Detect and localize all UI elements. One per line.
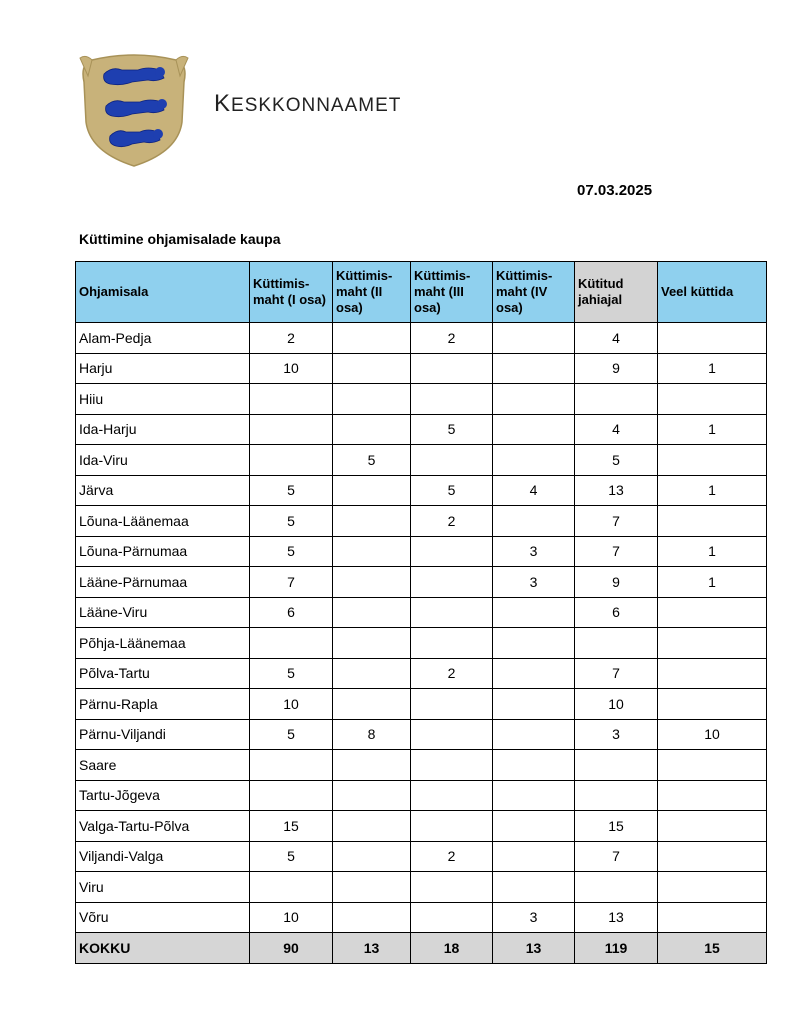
value-cell: [493, 323, 575, 354]
value-cell: [493, 750, 575, 781]
value-cell: 4: [575, 414, 658, 445]
value-cell: [575, 628, 658, 659]
area-name-cell: Viljandi-Valga: [76, 841, 250, 872]
value-cell: [658, 872, 767, 903]
table-row: [76, 750, 767, 781]
table-row: [76, 811, 767, 842]
table-row: [76, 384, 767, 415]
value-cell: 10: [658, 719, 767, 750]
value-cell: [333, 811, 411, 842]
value-cell: [411, 536, 493, 567]
area-name-cell: Põlva-Tartu: [76, 658, 250, 689]
table-row: [76, 536, 767, 567]
org-name-rest: ESKKONNAAMET: [231, 95, 402, 116]
total-value-cell: 13: [333, 933, 411, 964]
value-cell: 5: [411, 475, 493, 506]
value-cell: 1: [658, 567, 767, 598]
value-cell: 7: [575, 658, 658, 689]
value-cell: [333, 750, 411, 781]
table-row: [76, 353, 767, 384]
value-cell: 5: [250, 841, 333, 872]
area-name-cell: Harju: [76, 353, 250, 384]
value-cell: [250, 780, 333, 811]
value-cell: 5: [411, 414, 493, 445]
table-row: [76, 475, 767, 506]
value-cell: 10: [575, 689, 658, 720]
value-cell: [493, 628, 575, 659]
value-cell: 7: [575, 841, 658, 872]
value-cell: [411, 628, 493, 659]
value-cell: [333, 658, 411, 689]
value-cell: 15: [575, 811, 658, 842]
column-header: Veel küttida: [658, 262, 767, 323]
value-cell: [333, 872, 411, 903]
value-cell: [333, 506, 411, 537]
value-cell: [411, 567, 493, 598]
value-cell: [493, 445, 575, 476]
value-cell: [658, 902, 767, 933]
value-cell: [411, 750, 493, 781]
value-cell: [658, 506, 767, 537]
area-name-cell: Pärnu-Rapla: [76, 689, 250, 720]
value-cell: 2: [411, 506, 493, 537]
area-name-cell: Saare: [76, 750, 250, 781]
value-cell: [493, 780, 575, 811]
value-cell: [493, 719, 575, 750]
section-title: Küttimine ohjamisalade kaupa: [79, 231, 281, 247]
value-cell: [250, 384, 333, 415]
value-cell: 5: [333, 445, 411, 476]
value-cell: 1: [658, 475, 767, 506]
value-cell: 2: [250, 323, 333, 354]
value-cell: 7: [575, 506, 658, 537]
value-cell: [411, 353, 493, 384]
value-cell: 8: [333, 719, 411, 750]
value-cell: 5: [250, 658, 333, 689]
value-cell: [250, 445, 333, 476]
value-cell: [333, 384, 411, 415]
total-label-cell: KOKKU: [76, 933, 250, 964]
value-cell: [333, 567, 411, 598]
area-name-cell: Tartu-Jõgeva: [76, 780, 250, 811]
value-cell: 3: [493, 536, 575, 567]
value-cell: [250, 414, 333, 445]
value-cell: 1: [658, 536, 767, 567]
value-cell: [333, 536, 411, 567]
organization-name: [214, 90, 401, 118]
value-cell: 10: [250, 689, 333, 720]
value-cell: [493, 689, 575, 720]
table-row: [76, 414, 767, 445]
area-name-cell: Alam-Pedja: [76, 323, 250, 354]
column-header: Küttimis-maht (I osa): [250, 262, 333, 323]
table-row: [76, 628, 767, 659]
value-cell: [658, 811, 767, 842]
value-cell: 7: [250, 567, 333, 598]
value-cell: [333, 689, 411, 720]
value-cell: 3: [493, 902, 575, 933]
column-header: Küttimis-maht (II osa): [333, 262, 411, 323]
value-cell: [493, 506, 575, 537]
value-cell: 9: [575, 353, 658, 384]
area-name-cell: Pärnu-Viljandi: [76, 719, 250, 750]
value-cell: [250, 628, 333, 659]
value-cell: 2: [411, 658, 493, 689]
value-cell: [411, 811, 493, 842]
value-cell: [493, 414, 575, 445]
value-cell: 13: [575, 902, 658, 933]
value-cell: [411, 780, 493, 811]
total-value-cell: 18: [411, 933, 493, 964]
area-name-cell: Lõuna-Läänemaa: [76, 506, 250, 537]
value-cell: [658, 323, 767, 354]
value-cell: [493, 353, 575, 384]
value-cell: 15: [250, 811, 333, 842]
value-cell: 3: [575, 719, 658, 750]
area-name-cell: Lõuna-Pärnumaa: [76, 536, 250, 567]
value-cell: [658, 597, 767, 628]
column-header: Ohjamisala: [76, 262, 250, 323]
area-name-cell: Hiiu: [76, 384, 250, 415]
value-cell: [658, 384, 767, 415]
value-cell: [333, 628, 411, 659]
value-cell: 7: [575, 536, 658, 567]
area-name-cell: Põhja-Läänemaa: [76, 628, 250, 659]
value-cell: [658, 780, 767, 811]
area-name-cell: Ida-Harju: [76, 414, 250, 445]
value-cell: [333, 597, 411, 628]
total-value-cell: 119: [575, 933, 658, 964]
value-cell: 10: [250, 353, 333, 384]
value-cell: [575, 872, 658, 903]
value-cell: 5: [250, 536, 333, 567]
org-name-initial: K: [214, 90, 232, 117]
value-cell: [333, 353, 411, 384]
table-row: [76, 872, 767, 903]
value-cell: 5: [250, 475, 333, 506]
estonian-coat-of-arms-logo: [78, 52, 190, 168]
value-cell: [411, 872, 493, 903]
area-name-cell: Valga-Tartu-Põlva: [76, 811, 250, 842]
table-row: [76, 597, 767, 628]
area-name-cell: Ida-Viru: [76, 445, 250, 476]
table-row: [76, 689, 767, 720]
value-cell: [658, 628, 767, 659]
table-row: [76, 902, 767, 933]
value-cell: 4: [493, 475, 575, 506]
column-header: Küttimis-maht (III osa): [411, 262, 493, 323]
value-cell: [333, 780, 411, 811]
value-cell: 2: [411, 841, 493, 872]
value-cell: [411, 689, 493, 720]
value-cell: [493, 872, 575, 903]
value-cell: [575, 780, 658, 811]
value-cell: 3: [493, 567, 575, 598]
value-cell: [333, 475, 411, 506]
total-value-cell: 90: [250, 933, 333, 964]
value-cell: [658, 658, 767, 689]
value-cell: [250, 872, 333, 903]
table-row: [76, 323, 767, 354]
value-cell: [493, 841, 575, 872]
value-cell: [333, 323, 411, 354]
table-row: [76, 719, 767, 750]
value-cell: [493, 384, 575, 415]
value-cell: [493, 597, 575, 628]
value-cell: [333, 902, 411, 933]
document-date: 07.03.2025: [577, 182, 653, 199]
total-value-cell: 13: [493, 933, 575, 964]
value-cell: [333, 841, 411, 872]
value-cell: [658, 750, 767, 781]
value-cell: [411, 597, 493, 628]
table-row: [76, 658, 767, 689]
value-cell: [575, 750, 658, 781]
value-cell: 5: [575, 445, 658, 476]
value-cell: 5: [250, 506, 333, 537]
value-cell: [658, 445, 767, 476]
value-cell: [411, 384, 493, 415]
area-name-cell: Lääne-Viru: [76, 597, 250, 628]
column-header: Küttimis-maht (IV osa): [493, 262, 575, 323]
value-cell: [333, 414, 411, 445]
value-cell: 1: [658, 353, 767, 384]
total-value-cell: 15: [658, 933, 767, 964]
value-cell: [250, 750, 333, 781]
table-header-row: [76, 262, 767, 323]
value-cell: [493, 811, 575, 842]
value-cell: 6: [575, 597, 658, 628]
table-row: [76, 841, 767, 872]
value-cell: [411, 902, 493, 933]
value-cell: [658, 841, 767, 872]
value-cell: 2: [411, 323, 493, 354]
value-cell: 13: [575, 475, 658, 506]
value-cell: 9: [575, 567, 658, 598]
value-cell: [493, 658, 575, 689]
value-cell: [411, 719, 493, 750]
value-cell: 1: [658, 414, 767, 445]
value-cell: [658, 689, 767, 720]
area-name-cell: Võru: [76, 902, 250, 933]
table-row: [76, 445, 767, 476]
hunting-table: [75, 261, 767, 964]
table-row: [76, 567, 767, 598]
value-cell: 6: [250, 597, 333, 628]
total-row: [76, 933, 767, 964]
area-name-cell: Viru: [76, 872, 250, 903]
value-cell: 10: [250, 902, 333, 933]
table-row: [76, 780, 767, 811]
area-name-cell: Järva: [76, 475, 250, 506]
value-cell: [411, 445, 493, 476]
column-header: Kütitud jahiajal: [575, 262, 658, 323]
value-cell: 5: [250, 719, 333, 750]
table-row: [76, 506, 767, 537]
value-cell: 4: [575, 323, 658, 354]
area-name-cell: Lääne-Pärnumaa: [76, 567, 250, 598]
value-cell: [575, 384, 658, 415]
